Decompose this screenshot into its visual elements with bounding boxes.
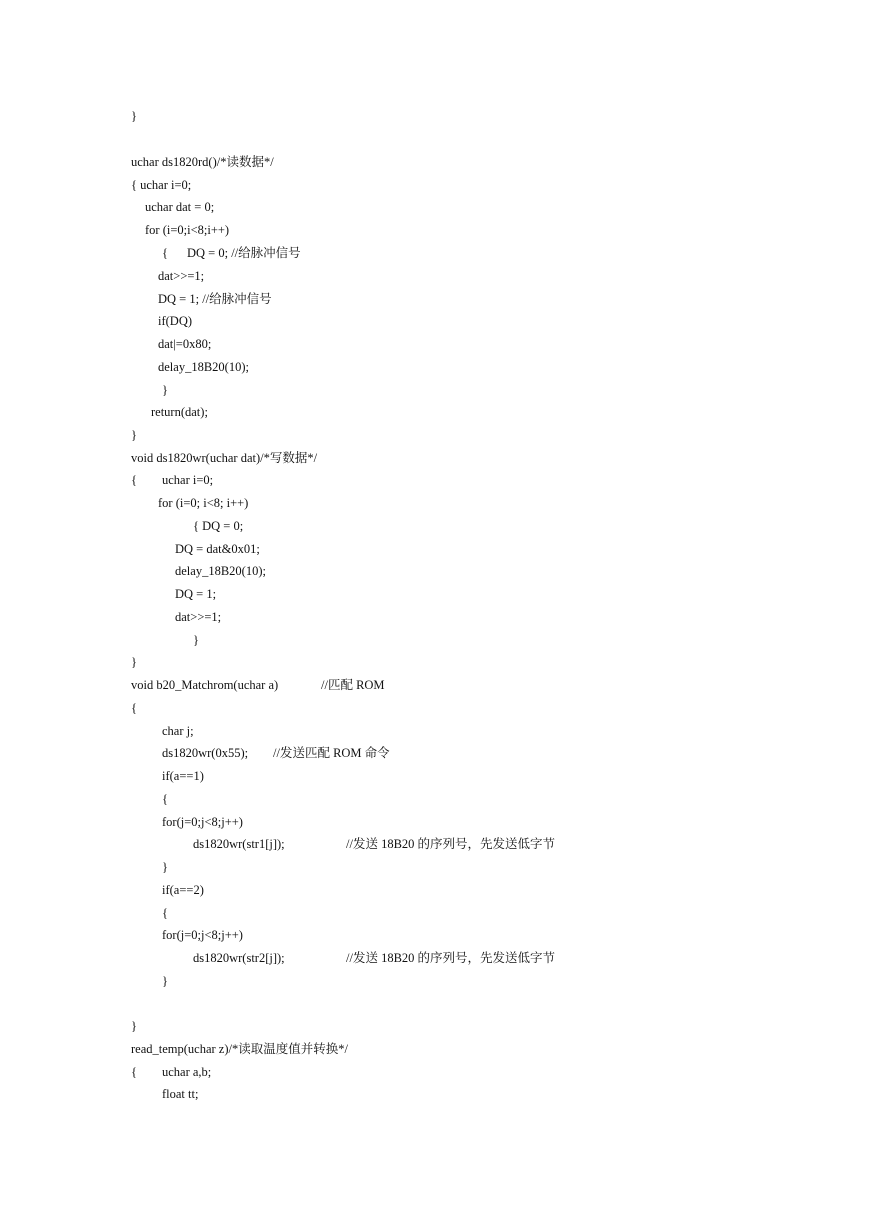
code-text: for(j=0;j<8;j++) [162, 815, 243, 829]
code-line [131, 154, 274, 170]
code-text: } [131, 428, 137, 442]
code-text: { [131, 701, 137, 715]
code-line [162, 382, 168, 398]
code-text: } [193, 633, 199, 647]
code-text: DQ = 0; //给脉冲信号 [187, 246, 301, 260]
code-line [193, 518, 243, 534]
code-line [158, 336, 211, 352]
code-text: return(dat); [151, 405, 208, 419]
code-text: delay_18B20(10); [175, 564, 266, 578]
code-text: dat>>=1; [175, 610, 222, 624]
code-line [145, 222, 229, 238]
code-text: { [162, 246, 168, 260]
code-line [158, 268, 204, 284]
code-line [162, 791, 168, 807]
code-text: DQ = dat&0x01; [175, 542, 260, 556]
code-text: void b20_Matchrom(uchar a) [131, 678, 279, 692]
code-text: float tt; [162, 1087, 199, 1101]
code-text: uchar dat = 0; [145, 200, 215, 214]
code-text: { [131, 1065, 137, 1079]
code-text: read_temp(uchar z)/*读取温度值并转换*/ [131, 1042, 348, 1056]
code-line [131, 654, 137, 670]
code-text: } [162, 860, 168, 874]
code-text: dat>>=1; [158, 269, 205, 283]
code-line [193, 632, 199, 648]
code-text: void ds1820wr(uchar dat)/*写数据*/ [131, 451, 318, 465]
code-text: uchar ds1820rd()/*读数据*/ [131, 155, 274, 169]
code-text: ds1820wr(str1[j]); [193, 837, 285, 851]
code-line [158, 313, 192, 329]
code-line [162, 973, 168, 989]
code-line [131, 177, 191, 193]
code-text: uchar a,b; [162, 1065, 212, 1079]
code-line [175, 541, 260, 557]
code-line [162, 882, 204, 898]
code-line [131, 1018, 137, 1034]
code-text: dat|=0x80; [158, 337, 212, 351]
code-text: { DQ = 0; [193, 519, 244, 533]
code-text: { [162, 792, 168, 806]
code-line [162, 768, 204, 784]
code-line [151, 404, 208, 420]
code-line [175, 586, 216, 602]
code-text: { [131, 473, 137, 487]
code-text: delay_18B20(10); [158, 360, 249, 374]
code-text: } [162, 974, 168, 988]
code-text: ds1820wr(str2[j]); [193, 951, 285, 965]
code-line [162, 859, 168, 875]
code-line [145, 199, 214, 215]
code-comment: //发送 18B20 的序列号，先发送低字节 [346, 837, 556, 851]
code-text: for(j=0;j<8;j++) [162, 928, 243, 942]
code-text: if(DQ) [158, 314, 193, 328]
code-line [158, 495, 248, 511]
code-line [131, 1041, 348, 1057]
code-comment: //发送匹配 ROM 命令 [273, 746, 390, 760]
code-text: if(a==1) [162, 769, 204, 783]
code-line [162, 1086, 198, 1102]
code-comment: //匹配 ROM [321, 678, 385, 692]
code-line [131, 700, 137, 716]
code-line [131, 108, 137, 124]
code-text: } [162, 383, 168, 397]
code-line [162, 723, 194, 739]
code-text: for (i=0; i<8; i++) [158, 496, 249, 510]
code-line [162, 814, 243, 830]
code-line [175, 563, 266, 579]
code-line [193, 950, 556, 1014]
code-text: } [131, 109, 137, 123]
code-text: char j; [162, 724, 194, 738]
code-text: uchar i=0; [162, 473, 214, 487]
code-line [158, 359, 249, 375]
code-text: } [131, 1019, 137, 1033]
code-line [158, 291, 272, 307]
code-text: DQ = 1; //给脉冲信号 [158, 292, 272, 306]
code-text: if(a==2) [162, 883, 204, 897]
code-text: } [131, 655, 137, 669]
code-text: { [162, 906, 168, 920]
code-text: for (i=0;i<8;i++) [145, 223, 230, 237]
code-text: DQ = 1; [175, 587, 217, 601]
code-text: ds1820wr(0x55); [162, 746, 249, 760]
code-line [131, 427, 137, 443]
code-line [131, 450, 317, 466]
code-line [162, 905, 168, 921]
code-comment: //发送 18B20 的序列号，先发送低字节 [346, 951, 556, 965]
code-line [175, 609, 221, 625]
code-line [162, 927, 243, 943]
code-text: { uchar i=0; [131, 178, 192, 192]
